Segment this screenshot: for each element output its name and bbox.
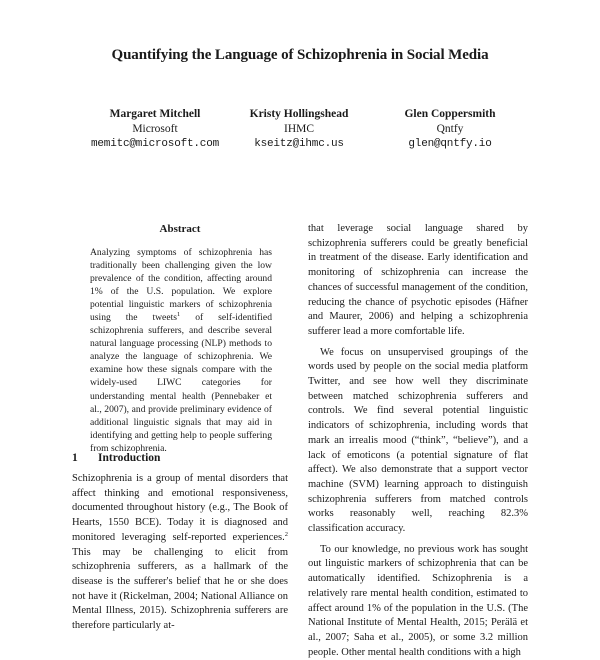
author-block-2 <box>232 107 366 152</box>
abstract-text: Analyzing symptoms of schizophrenia has traditionally been challenging given the low prevalence of the condition, affecting around 1% of the U.S. population. We explore potential linguistic markers of schizophrenia using the tweets <box>90 247 272 324</box>
author-block-3 <box>380 107 520 152</box>
author-block-1 <box>75 107 235 152</box>
intro-paragraph <box>72 472 288 634</box>
intro-text: Schizophrenia is a group of mental disorders that affect thinking and emotional responsiveness, documented throughout history (e.g., The Book of Hearts, 1550 BCE). Today it is diagnosed and monitored leveraging self-reported experiences. <box>72 473 288 543</box>
author-email: glen@qntfy.io <box>408 138 492 150</box>
footnote-mark: 1 <box>176 311 181 319</box>
author-name: Margaret Mitchell <box>109 108 201 120</box>
paragraph: We focus on unsupervised groupings of the words used by people on the social media platform Twitter, and see how well they discriminate between matched schizophrenia sufferers and controls. We find several potential linguistic indicators of schizophrenia, including words that mark an irrealis mood (“think”, “believe”), and a lack of emoticons (a potential signature of flat affect). We also demonstrate that a support vector machine (SVM) learning approach to distinguish schizophrenia sufferers from matched controls works reasonably well, reaching 82.3% classification accuracy. <box>308 346 528 535</box>
paper-title: Quantifying the Language of Schizophrenia in Social Media <box>111 47 489 63</box>
section-number: 1 <box>72 452 78 464</box>
author-affiliation: Qntfy <box>436 123 464 135</box>
author-affiliation: IHMC <box>283 123 315 135</box>
author-email: memitc@microsoft.com <box>90 138 220 150</box>
intro-text-cont: This may be challenging to elicit from schizophrenia sufferers, as a hallmark of the disease is the sufferer's belief that he or she does not have it (Rickelman, 2004; National Alliance on Mental Illness, 2015). Schizophrenia sufferers are therefore particularly at- <box>72 546 288 632</box>
footnote-mark: 2 <box>284 530 288 538</box>
author-affiliation: Microsoft <box>132 123 178 135</box>
paragraph: To our knowledge, no previous work has sought out linguistic markers of schizophrenia that can be automatically identified. Schizophrenia is a relatively rare mental health condition, estimated to affect around 1% of the population in the U.S. (The National Institute of Mental Health, 2015; Perälä et al., 2007; Saha et al., 2005), or some 3.2 million people. Other mental health conditions with a high <box>308 543 528 658</box>
author-name: Glen Coppersmith <box>404 108 496 120</box>
author-name: Kristy Hollingshead <box>249 108 349 120</box>
author-email: kseitz@ihmc.us <box>254 138 344 150</box>
left-column-body <box>72 472 288 634</box>
abstract-body <box>90 246 272 455</box>
section-title: Introduction <box>98 452 161 464</box>
right-column-body <box>308 222 528 660</box>
abstract-text-cont: of self-identified schizophrenia sufferers, and describe several natural language processing (NLP) methods to analyze the language of schizophrenia. We examine how these signals compare with the widely-used LIWC categories for understanding mental health (Pennebaker et al., 2007), and provide preliminary evidence of additional linguistic signals that may aid in identifying and getting help to people suffering from schizophrenia. <box>90 312 272 454</box>
section-heading-introduction <box>72 452 160 464</box>
abstract-heading: Abstract <box>159 223 201 235</box>
paragraph: that leverage social language shared by schizophrenia sufferers could be greatly beneficial in treatment of the disease. Early identification and monitoring of schizophrenia can increase the chances of successful management of the condition, reducing the chance of psychotic episodes (Häfner and Maurer, 2006) and helping a schizophrenia sufferer lead a more comfortable life. <box>308 223 528 337</box>
